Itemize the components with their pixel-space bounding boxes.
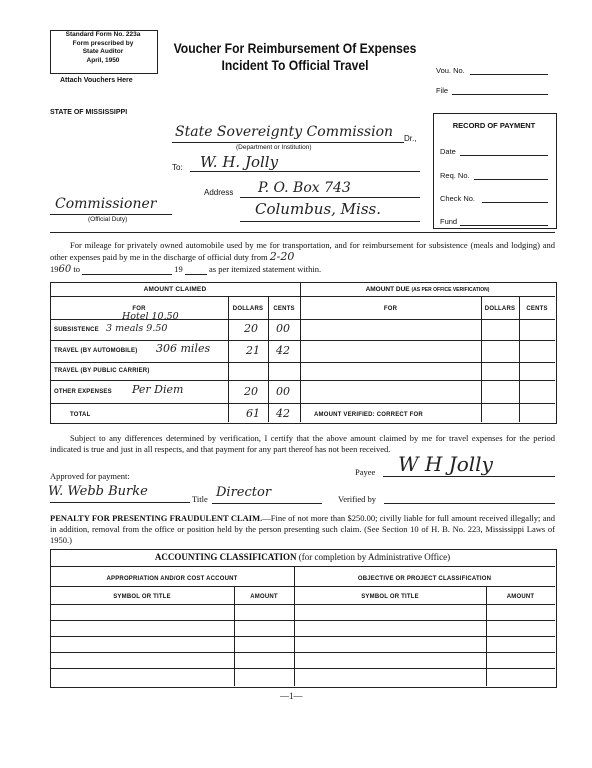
record-field-line bbox=[482, 196, 548, 203]
attach-vouchers-note: Attach Vouchers Here bbox=[60, 77, 133, 84]
due-col-dollars: DOLLARS bbox=[484, 306, 516, 312]
right-symbol-header: SYMBOL OR TITLE bbox=[361, 594, 419, 600]
payee-signature: W H Jolly bbox=[398, 452, 493, 476]
title-line bbox=[212, 495, 322, 504]
year2-line bbox=[185, 264, 207, 275]
to-value: W. H. Jolly bbox=[200, 153, 279, 171]
row-line bbox=[50, 362, 555, 363]
file-label: File bbox=[436, 86, 449, 95]
accounting-title-text: ACCOUNTING CLASSIFICATION bbox=[154, 552, 297, 562]
certification-text: Subject to any differences determined by verification, I certify that the above amount claimed by me for travel expenses for the period indicated is true and just in all respects, and that payment for any part thereof has not been received. bbox=[50, 433, 555, 454]
record-field-date: Date bbox=[440, 147, 456, 156]
std-form-line: April, 1950 bbox=[86, 56, 120, 64]
accounting-subtitle: (for completion by Administrative Office) bbox=[298, 552, 451, 562]
penalty-text: —Fine of not more than $250.00; civilly liable for full amount received illegally; and in addition, removal from the office or position held by the person presenting such claim. (See Section 10 of H. B. No. 223, Mississippi Laws of 1950.) bbox=[50, 513, 555, 545]
accounting-row-line bbox=[50, 652, 555, 653]
record-field-line bbox=[460, 149, 548, 156]
other-expenses-cents: 00 bbox=[276, 385, 290, 398]
title-value: Director bbox=[216, 485, 272, 500]
file-line bbox=[452, 86, 548, 95]
record-of-payment-title: RECORD OF PAYMENT bbox=[452, 121, 536, 130]
row-line bbox=[50, 403, 555, 404]
mileage-suffix: as per itemized statement within. bbox=[208, 264, 322, 274]
record-field-fund: Fund bbox=[440, 217, 458, 226]
mileage-year-line bbox=[50, 264, 321, 275]
row-label-other-expenses: OTHER EXPENSES bbox=[54, 389, 112, 395]
record-field-req: Req. No. bbox=[440, 171, 470, 180]
record-field-line bbox=[460, 219, 548, 226]
travel-auto-dollars: 21 bbox=[246, 344, 260, 357]
accounting-header-line bbox=[50, 566, 555, 567]
other-expenses-note: Per Diem bbox=[132, 383, 184, 396]
accounting-row-line bbox=[50, 668, 555, 669]
state-label: STATE OF MISSISSIPPI bbox=[50, 109, 128, 116]
address-underline bbox=[240, 213, 420, 222]
left-amount-header: AMOUNT bbox=[250, 594, 278, 600]
accounting-title bbox=[50, 552, 555, 562]
due-col-for: FOR bbox=[383, 306, 398, 312]
amount-due-note: (AS PER OFFICE VERIFICATION) bbox=[411, 287, 490, 293]
department-value: State Sovereignty Commission bbox=[175, 124, 394, 140]
travel-auto-note: 306 miles bbox=[156, 342, 211, 355]
objective-header: OBJECTIVE OR PROJECT CLASSIFICATION bbox=[357, 576, 492, 582]
row-line bbox=[50, 340, 555, 341]
form-title bbox=[174, 40, 417, 74]
row-label-total: TOTAL bbox=[70, 412, 91, 418]
left-symbol-header: SYMBOL OR TITLE bbox=[113, 594, 171, 600]
accounting-row-line bbox=[50, 636, 555, 637]
accounting-row-line bbox=[50, 620, 555, 621]
amount-due-title: AMOUNT DUE bbox=[365, 286, 410, 293]
record-field-line bbox=[474, 173, 548, 180]
accounting-row-line bbox=[50, 604, 555, 605]
payee-label: Payee bbox=[355, 467, 376, 477]
address-line2: Columbus, Miss. bbox=[255, 200, 382, 218]
department-suffix: Dr., bbox=[404, 134, 417, 143]
amount-due-header bbox=[300, 286, 555, 293]
subsistence-note1: Hotel 10.50 bbox=[122, 311, 179, 322]
appropriation-header: APPROPRIATION AND/OR COST ACCOUNT bbox=[106, 576, 238, 582]
right-amount-header: AMOUNT bbox=[506, 594, 535, 600]
row-label-subsistence: SUBSISTENCE bbox=[54, 327, 99, 333]
official-duty-value: Commissioner bbox=[55, 196, 157, 212]
subsistence-dollars: 20 bbox=[244, 322, 258, 335]
accounting-subheader-line bbox=[50, 586, 555, 587]
from-date-value: 2-20 bbox=[269, 250, 295, 263]
official-duty-caption: (Official Duty) bbox=[88, 216, 128, 223]
year2: 19 bbox=[174, 264, 183, 274]
year-value: 60 bbox=[58, 264, 72, 275]
title-label: Title bbox=[192, 494, 208, 504]
mileage-statement bbox=[50, 240, 555, 263]
penalty-title: PENALTY FOR PRESENTING FRAUDULENT CLAIM. bbox=[50, 513, 263, 523]
claimed-col-cents: CENTS bbox=[273, 306, 295, 312]
vou-no-label: Vou. No. bbox=[436, 66, 465, 75]
amount-claimed-header: AMOUNT CLAIMED bbox=[143, 286, 207, 293]
section-divider bbox=[50, 232, 555, 233]
title-line: Incident To Official Travel bbox=[221, 58, 369, 73]
page-number: —1— bbox=[280, 691, 303, 701]
table-mid-divider bbox=[300, 282, 301, 422]
std-form-line: Form prescribed by bbox=[72, 39, 134, 47]
approver-signature: W. Webb Burke bbox=[48, 484, 148, 499]
penalty-block bbox=[50, 513, 555, 546]
subsistence-cents: 00 bbox=[276, 322, 290, 335]
department-caption: (Department or Institution) bbox=[236, 144, 312, 151]
claimed-col-dollars: DOLLARS bbox=[232, 306, 264, 312]
title-line: Voucher For Reimbursement Of Expenses bbox=[173, 41, 417, 56]
amount-verified-note: AMOUNT VERIFIED: CORRECT FOR bbox=[314, 412, 423, 418]
official-duty-line bbox=[50, 206, 172, 215]
claimed-col-for: FOR bbox=[132, 306, 146, 312]
standard-form-label bbox=[50, 31, 156, 65]
verified-line bbox=[384, 495, 555, 504]
to-word: to bbox=[73, 264, 80, 274]
travel-auto-cents: 42 bbox=[276, 344, 290, 357]
total-cents: 42 bbox=[276, 407, 290, 420]
std-form-line: Standard Form No. 223a bbox=[65, 31, 141, 38]
to-label: To: bbox=[172, 163, 183, 172]
total-dollars: 61 bbox=[246, 407, 260, 420]
row-line bbox=[50, 380, 555, 381]
mileage-text: For mileage for privately owned automobile used by me for transportation, and for reimbursement for subsistence (meals and lodging) and other expenses paid by me in the discharge of official duty from bbox=[50, 240, 555, 262]
record-field-check: Check No. bbox=[440, 194, 476, 203]
std-form-line: State Auditor bbox=[82, 48, 124, 55]
table-header-line bbox=[50, 296, 555, 297]
year-prefix: 19 bbox=[50, 264, 59, 274]
address-line1: P. O. Box 743 bbox=[258, 180, 351, 196]
vou-no-line bbox=[470, 66, 548, 75]
address-label: Address bbox=[204, 188, 234, 197]
to-date-line bbox=[82, 264, 172, 275]
row-label-travel-public: TRAVEL (BY PUBLIC CARRIER) bbox=[54, 368, 150, 374]
approved-label: Approved for payment: bbox=[50, 471, 130, 481]
address-underline bbox=[240, 189, 420, 198]
verified-label: Verified by bbox=[338, 494, 377, 504]
approver-line bbox=[50, 494, 190, 503]
subsistence-note2: 3 meals 9.50 bbox=[106, 323, 168, 334]
row-label-travel-auto: TRAVEL (BY AUTOMOBILE) bbox=[54, 348, 138, 354]
department-line bbox=[172, 134, 404, 143]
to-line bbox=[190, 163, 420, 172]
other-expenses-dollars: 20 bbox=[244, 385, 258, 398]
due-col-cents: CENTS bbox=[526, 306, 548, 312]
